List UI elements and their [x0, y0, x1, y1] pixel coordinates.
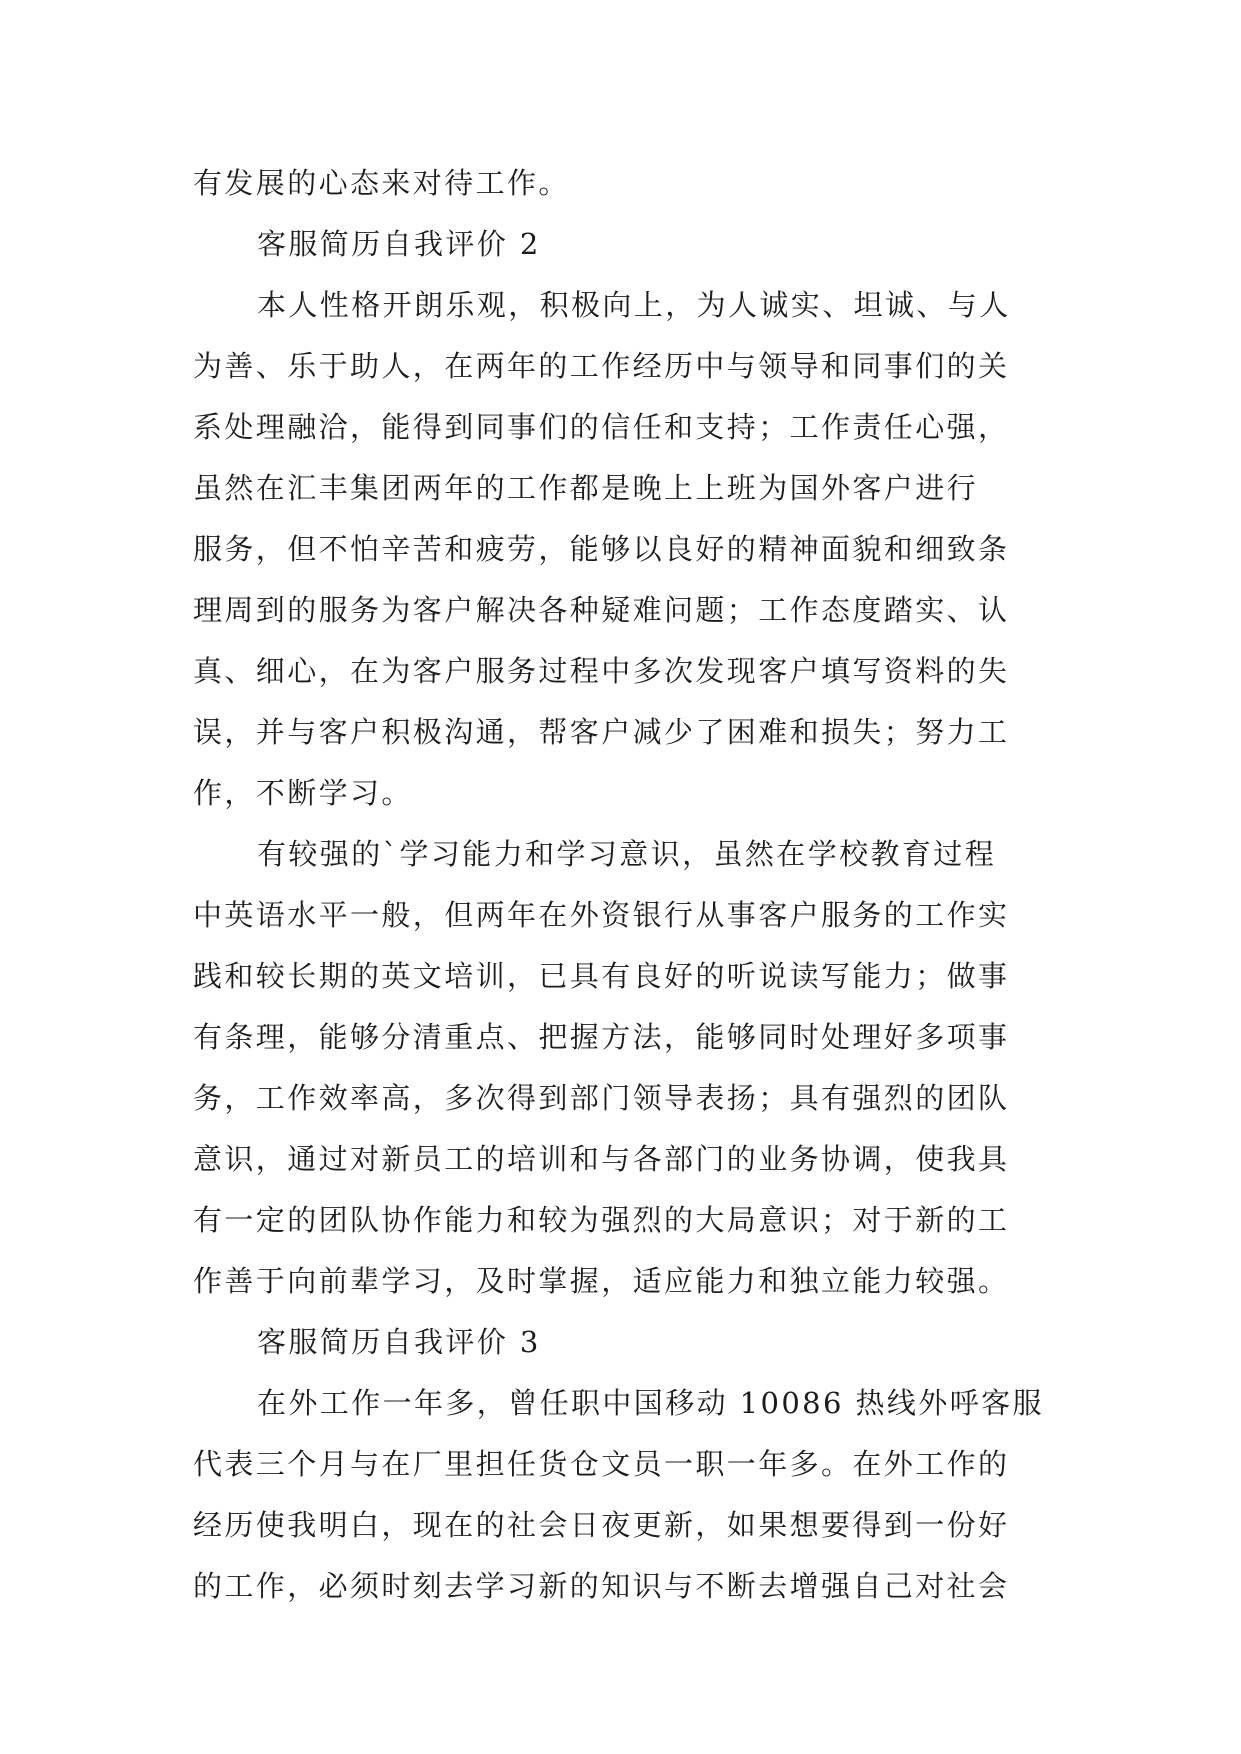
text-line: 有发展的心态来对待工作。 [193, 166, 570, 200]
text-line: 有较强的`学习能力和学习意识，虽然在学校教育过程 [257, 837, 997, 871]
text-line: 的工作，必须时刻去学习新的知识与不断去增强自己对社会 [193, 1569, 1010, 1603]
text-line: 经历使我明白，现在的社会日夜更新，如果想要得到一份好 [193, 1508, 1010, 1542]
text-line: 有条理，能够分清重点、把握方法，能够同时处理好多项事 [193, 1020, 1010, 1054]
text-line: 意识，通过对新员工的培训和与各部门的业务协调，使我具 [193, 1142, 1010, 1176]
text-line: 中英语水平一般，但两年在外资银行从事客户服务的工作实 [193, 898, 1010, 932]
text-line: 作善于向前辈学习，及时掌握，适应能力和独立能力较强。 [193, 1264, 1010, 1298]
text-line: 客服简历自我评价 2 [257, 227, 541, 261]
text-line: 在外工作一年多，曾任职中国移动 10086 热线外呼客服 [257, 1386, 1044, 1420]
text-line: 为善、乐于助人，在两年的工作经历中与领导和同事们的关 [193, 349, 1010, 383]
document-body [193, 153, 1063, 1617]
text-line: 真、细心，在为客户服务过程中多次发现客户填写资料的失 [193, 654, 1010, 688]
text-line: 虽然在汇丰集团两年的工作都是晚上上班为国外客户进行 [193, 471, 979, 505]
text-line: 误，并与客户积极沟通，帮客户减少了困难和损失；努力工 [193, 715, 1010, 749]
text-line: 系处理融洽，能得到同事们的信任和支持；工作责任心强， [193, 410, 1010, 444]
text-line: 务，工作效率高，多次得到部门领导表扬；具有强烈的团队 [193, 1081, 1010, 1115]
text-line: 代表三个月与在厂里担任货仓文员一职一年多。在外工作的 [193, 1447, 1010, 1481]
text-line: 践和较长期的英文培训，已具有良好的听说读写能力；做事 [193, 959, 1010, 993]
text-line: 作，不断学习。 [193, 776, 413, 810]
text-line: 服务，但不怕辛苦和疲劳，能够以良好的精神面貌和细致条 [193, 532, 1010, 566]
text-line: 有一定的团队协作能力和较为强烈的大局意识；对于新的工 [193, 1203, 1010, 1237]
text-line: 客服简历自我评价 3 [257, 1325, 541, 1359]
text-line: 理周到的服务为客户解决各种疑难问题；工作态度踏实、认 [193, 593, 1010, 627]
text-line: 本人性格开朗乐观，积极向上，为人诚实、坦诚、与人 [257, 288, 1011, 322]
